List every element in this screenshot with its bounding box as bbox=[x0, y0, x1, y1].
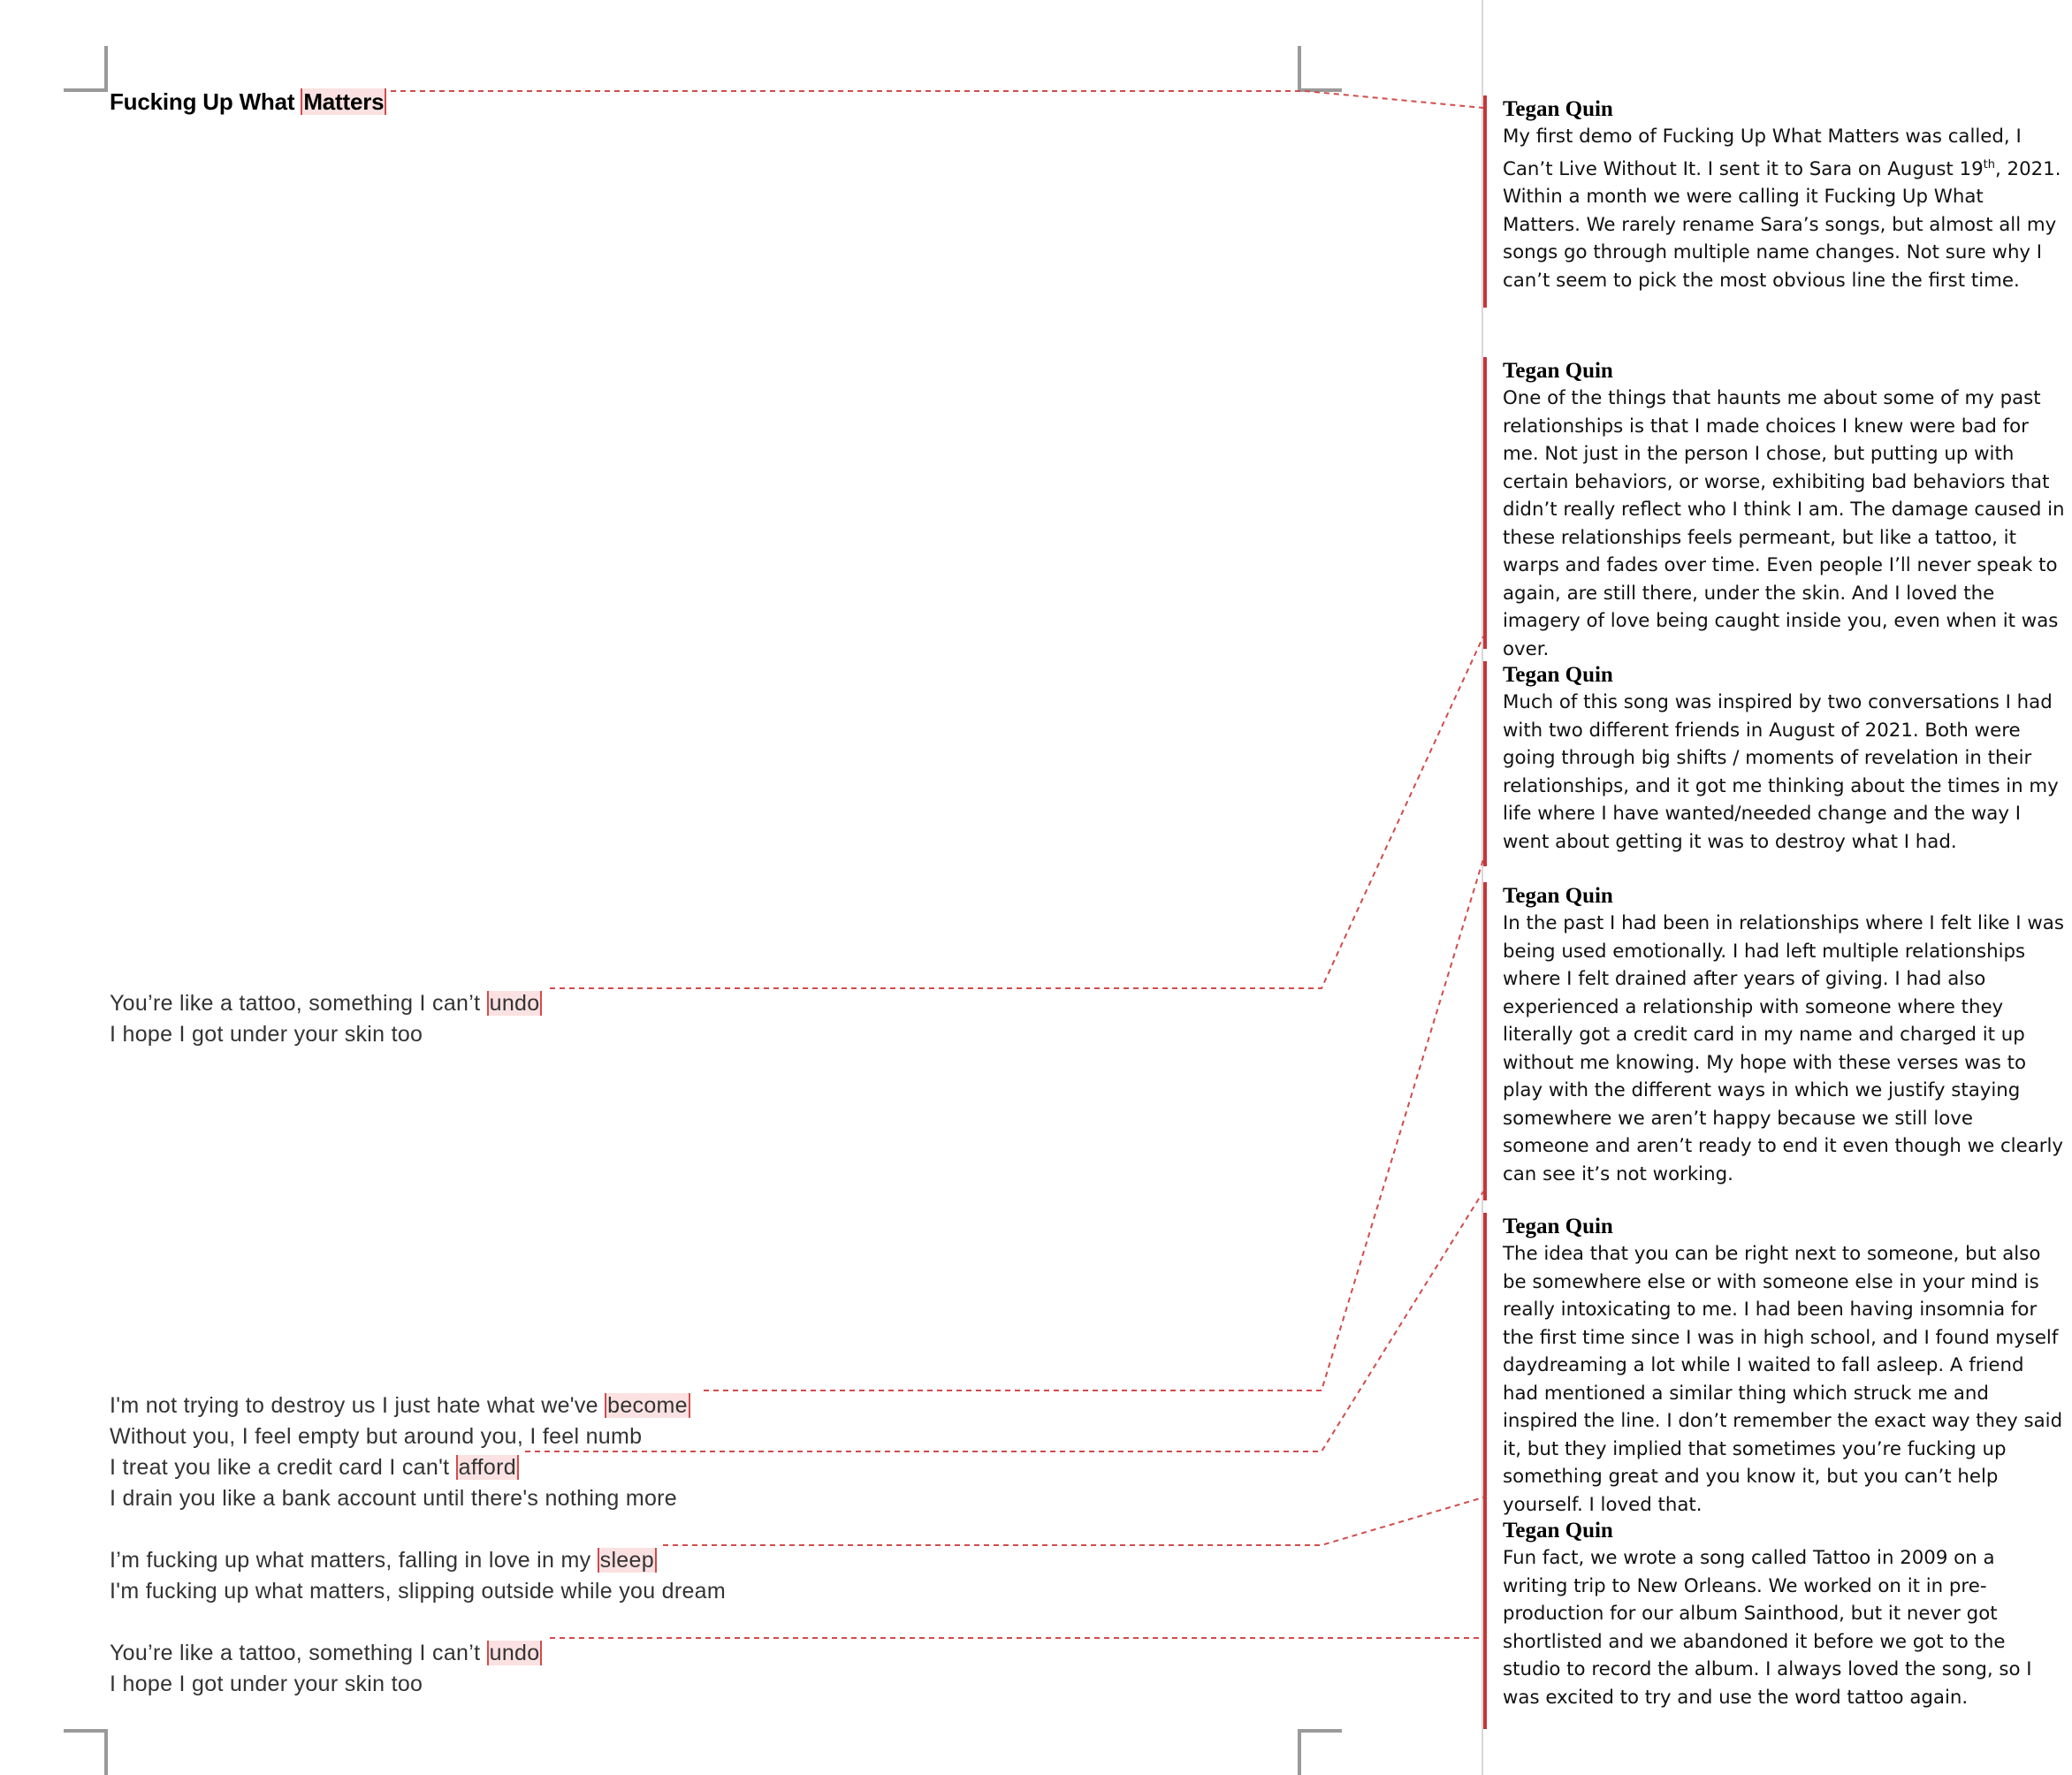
leader-line-1 bbox=[371, 91, 1483, 108]
comment-balloon-4[interactable] bbox=[1483, 882, 2072, 1200]
lyric-line-5 bbox=[110, 1452, 519, 1482]
comment-anchor-afford[interactable]: afford bbox=[456, 1455, 519, 1480]
leader-line-3 bbox=[704, 859, 1483, 1390]
comment-text: The idea that you can be right next to someone, but also be somewhere else or with someone else in your mind is really intoxicating to me. I had been having insomnia for the first time since I was in high school, and I found myself daydreaming a lot while I waited to fall asleep. A friend had mentioned a similar thing which struck me and inspired the line. I don’t remember the exact way they said it, but they implied that sometimes you’re fucking up something great and you know it, but you can’t help yourself. I loved that. bbox=[1503, 1243, 2063, 1516]
comment-text bbox=[1503, 123, 2065, 294]
lyric-line-2: I hope I got under your skin too bbox=[110, 1022, 423, 1047]
lyric-text: I'm not trying to destroy us I just hate what we've bbox=[110, 1393, 606, 1418]
title-text: Fucking Up What bbox=[110, 88, 301, 115]
comment-balloon-1[interactable] bbox=[1483, 95, 2072, 308]
comment-author: Tegan Quin bbox=[1503, 97, 1613, 121]
leader-line-2 bbox=[550, 636, 1483, 988]
lyric-text: I treat you like a credit card I can't bbox=[110, 1455, 456, 1480]
comment-text-part: , 2021. Within a month we were calling it Fucking Up What Matters. We rarely rename Sara’s songs, but almost all my songs go through multiple name changes. Not sure why I can’t seem to pick the most obvious line the first time. bbox=[1503, 157, 2061, 292]
comment-balloon-5[interactable] bbox=[1483, 1213, 2072, 1517]
comment-text: Fun fact, we wrote a song called Tattoo in 2009 on a writing trip to New Orleans. We worked on it in pre-production for our album Sainthood, but it never got shortlisted and we abandoned it before we got to the studio to record the album. I always loved the song, so I was excited to try and use the word tattoo again. bbox=[1503, 1547, 2032, 1709]
comment-text: One of the things that haunts me about some of my past relationships is that I made choices I knew were bad for me. Not just in the person I chose, but putting up with certain behaviors, or worse, exhibiting bad behaviors that didn’t really reflect who I think I am. The damage caused in these relationships feels permeant, but like a tattoo, it warps and fades over time. Even people I’ll never speak to again, are still there, under the skin. And I loved the imagery of love being caught inside you, even when it was over. bbox=[1503, 387, 2065, 660]
comment-anchor-sleep[interactable]: sleep bbox=[598, 1548, 657, 1573]
comment-balloon-6[interactable] bbox=[1483, 1517, 2072, 1729]
lyric-line-6: I drain you like a bank account until there's nothing more bbox=[110, 1486, 677, 1511]
comment-balloon-3[interactable] bbox=[1483, 661, 2072, 866]
comment-author: Tegan Quin bbox=[1503, 1215, 1613, 1238]
lyric-line-4: Without you, I feel empty but around you, I feel numb bbox=[110, 1424, 643, 1449]
lyric-line-10: I hope I got under your skin too bbox=[110, 1672, 423, 1696]
comment-author: Tegan Quin bbox=[1503, 663, 1613, 687]
leader-line-5 bbox=[663, 1497, 1483, 1545]
lyric-text: You’re like a tattoo, something I can’t bbox=[110, 991, 487, 1016]
comment-anchor-title[interactable]: Matters bbox=[301, 88, 386, 115]
lyric-line-1 bbox=[110, 988, 542, 1018]
comment-text-part: My first demo of Fucking Up What Matters was called, I Can’t Live Without It. I sent it to Sara on August 19 bbox=[1503, 126, 2022, 180]
comment-anchor-undo[interactable]: undo bbox=[487, 991, 543, 1016]
lyric-line-7 bbox=[110, 1545, 657, 1575]
page-title bbox=[110, 88, 386, 116]
lyric-text: I’m fucking up what matters, falling in love in my bbox=[110, 1548, 598, 1573]
comment-balloon-2[interactable] bbox=[1483, 357, 2072, 660]
lyric-line-8: I'm fucking up what matters, slipping outside while you dream bbox=[110, 1579, 727, 1604]
comment-anchor-become[interactable]: become bbox=[605, 1393, 690, 1418]
comment-author: Tegan Quin bbox=[1503, 1519, 1613, 1543]
comment-superscript: th bbox=[1983, 157, 1995, 171]
comment-author: Tegan Quin bbox=[1503, 884, 1613, 908]
comment-anchor-undo-2[interactable]: undo bbox=[487, 1641, 543, 1665]
lyric-line-3 bbox=[110, 1390, 690, 1421]
comment-author: Tegan Quin bbox=[1503, 359, 1613, 383]
comment-text: Much of this song was inspired by two conversations I had with two different friends in August of 2021. Both were going through big shifts / moments of revelation in their relationships, and it got me thinking about the times in my life where I have wanted/needed change and the way I went about getting it was to destroy what I had. bbox=[1503, 691, 2059, 853]
comment-text: In the past I had been in relationships where I felt like I was being used emotionally. I had left multiple relationships where I felt drained after years of giving. I had also experienced a relationship with someone where they literally got a credit card in my name and charged it up without me knowing. My hope with these verses was to play with the different ways in which we justify staying somewhere we aren’t happy because we still love someone and aren’t ready to end it even though we clearly can see it’s not working. bbox=[1503, 912, 2064, 1185]
lyric-line-9 bbox=[110, 1638, 542, 1668]
lyric-text: You’re like a tattoo, something I can’t bbox=[110, 1641, 487, 1665]
